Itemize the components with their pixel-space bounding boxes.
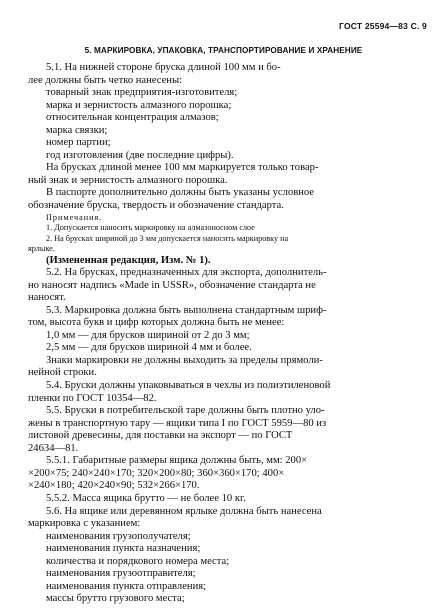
list-item: товарный знак предприятия-изготовителя;	[46, 87, 238, 99]
paragraph-line: наносят.	[28, 292, 66, 304]
section-title: 5. МАРКИРОВКА, УПАКОВКА, ТРАНСПОРТИРОВАНИЕ И ХРАНЕНИЕ	[84, 46, 363, 55]
paragraph-line: но наносят надпись «Made in USSR», обозначение стандарта не	[28, 279, 316, 291]
paragraph-line: На брусках длиной менее 100 мм маркируется только товар-	[46, 162, 319, 174]
list-item: марка связки;	[46, 124, 108, 136]
paragraph-line: нейной строки.	[28, 367, 97, 379]
paragraph-line: 5.6. На ящике или деревянном ярлыке должна быть нанесена	[46, 505, 322, 517]
paragraph-line: ный знак и зернистость алмазного порошка.	[28, 174, 228, 186]
paragraph-line: В паспорте дополнительно должны быть указаны условное	[46, 187, 314, 199]
list-item: год изготовления (две последние цифры).	[46, 149, 234, 161]
list-item: марка и зернистость алмазного порошка;	[46, 99, 232, 111]
paragraph-line: 5.2. На брусках, предназначенных для экспорта, дополнитель-	[46, 267, 327, 279]
page-header: ГОСТ 25594—83 С. 9	[339, 21, 427, 31]
amendment-note: (Измененная редакция, Изм. № 1).	[46, 254, 211, 266]
list-item: массы брутто грузового места;	[46, 593, 185, 605]
paragraph-line: обозначение бруска, твердость и обозначение стандарта.	[28, 200, 284, 212]
list-item: 2,5 мм — для брусков шириной 4 мм и более.	[46, 342, 252, 354]
paragraph-line: 5.1. На нижней стороне бруска длиной 100 мм и бо-	[46, 62, 281, 73]
list-item: относительная концентрация алмазов;	[46, 112, 219, 124]
paragraph-line: ×200×75; 240×240×170; 320×200×80; 360×360×170; 400×	[28, 467, 285, 479]
paragraph-line: том, высота букв и цифр которых должна быть не менее:	[28, 317, 285, 329]
paragraph-line: маркировка с указанием:	[28, 518, 141, 530]
list-item: номер партии;	[46, 137, 111, 149]
paragraph-line: 24634—81.	[28, 442, 79, 454]
note-line: ярлыке.	[28, 244, 55, 254]
paragraph-line: лее должны быть четко нанесены:	[28, 74, 183, 86]
paragraph-line: 5.3. Маркировка должна быть выполнена стандартным шриф-	[46, 304, 327, 316]
document-body	[28, 62, 428, 606]
notes-heading: Примечания.	[46, 212, 103, 222]
note-line: 1. Допускается наносить маркировку на алмазоносном слое	[46, 223, 255, 233]
list-item: 1,0 мм — для брусков шириной от 2 до 3 мм;	[46, 329, 250, 341]
list-item: наименования грузополучателя;	[46, 530, 191, 542]
paragraph-line: ×240×180; 420×240×90; 532×266×170.	[28, 480, 200, 492]
paragraph-line: Знаки маркировки не должны выходить за пределы прямоли-	[46, 354, 323, 366]
note-line: 2. На брусках шириной до 3 мм допускается наносить маркировку на	[46, 233, 289, 243]
paragraph-line: 5.5. Бруски в потребительской таре должны быть плотно уло-	[46, 405, 325, 417]
paragraph-line: жены в транспортную тару — ящики типа I по ГОСТ 5959—80 из	[28, 417, 327, 429]
paragraph-line: пленки по ГОСТ 10354—82.	[28, 392, 157, 404]
list-item: наименования пункта назначения;	[46, 543, 201, 555]
list-item: наименования грузоотправителя;	[46, 568, 196, 580]
paragraph-line: 5.4. Бруски должны упаковываться в чехлы из полиэтиленовой	[46, 380, 331, 392]
paragraph-line: 5.5.2. Масса ящика брутто — не более 10 кг.	[46, 492, 246, 504]
paragraph-line: листовой древесины, для поставки на экспорт — по ГОСТ	[28, 430, 293, 442]
list-item: наименования пункта отправления;	[46, 580, 207, 592]
paragraph-line: 5.5.1. Габаритные размеры ящика должны быть, мм: 200×	[46, 455, 308, 467]
list-item: количества и порядкового номера места;	[46, 555, 230, 567]
